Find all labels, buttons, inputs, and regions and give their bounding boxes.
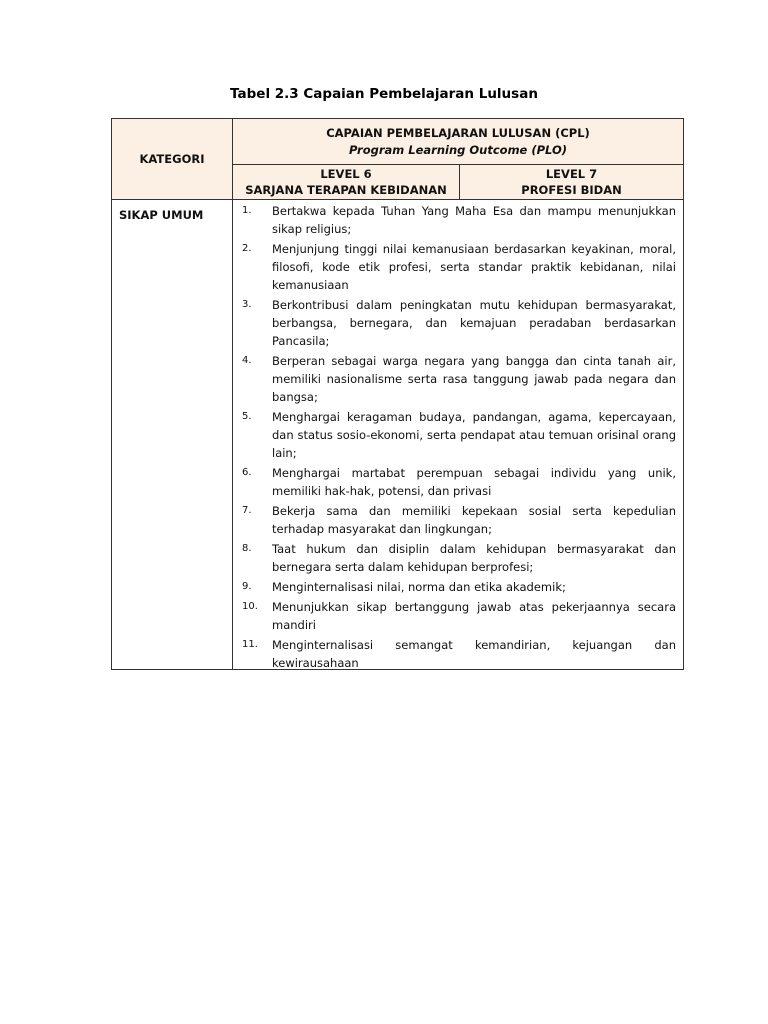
header-kategori: KATEGORI — [112, 119, 233, 200]
level-7-label: LEVEL 7 — [545, 167, 598, 181]
list-item-number: 9. — [242, 581, 252, 592]
level-7-program: PROFESI BIDAN — [521, 182, 622, 197]
level-6-program: SARJANA TERAPAN KEBIDANAN — [245, 182, 447, 197]
list-item-text: Menunjukkan sikap bertanggung jawab atas pekerjaannya secara mandiri — [272, 600, 676, 632]
list-item — [233, 502, 683, 538]
list-item-number: 8. — [242, 543, 252, 554]
list-item — [233, 636, 683, 672]
list-item — [233, 352, 683, 406]
header-plo-subtitle: Program Learning Outcome (PLO) — [348, 143, 567, 157]
list-item — [233, 296, 683, 350]
outcome-list — [233, 200, 683, 674]
level-6-label: LEVEL 6 — [320, 167, 372, 181]
header-cpl — [233, 119, 683, 165]
header-level-7 — [460, 165, 683, 200]
table-caption: Tabel 2.3 Capaian Pembelajaran Lulusan — [230, 86, 538, 102]
list-item — [233, 202, 683, 238]
list-item-number: 1. — [242, 205, 252, 216]
list-item-text: Bertakwa kepada Tuhan Yang Maha Esa dan mampu menunjukkan sikap religius; — [272, 204, 676, 236]
list-item — [233, 464, 683, 500]
list-item-number: 3. — [242, 299, 252, 310]
category-cell: SIKAP UMUM — [112, 200, 233, 669]
list-item-text: Menginternalisasi semangat kemandirian, kejuangan dan kewirausahaan — [272, 638, 676, 670]
list-item-number: 6. — [242, 467, 252, 478]
list-item-text: Berkontribusi dalam peningkatan mutu kehidupan bermasyarakat, berbangsa, bernegara, dan kemajuan peradaban berdasarkan Pancasila; — [272, 298, 676, 348]
list-item-number: 5. — [242, 411, 252, 422]
list-item-number: 2. — [242, 243, 252, 254]
list-item-number: 4. — [242, 355, 252, 366]
list-item-text: Menginternalisasi nilai, norma dan etika akademik; — [272, 580, 566, 594]
list-item — [233, 240, 683, 294]
header-level-6 — [233, 165, 460, 200]
list-item-number: 11. — [242, 639, 258, 650]
header-cpl-title: CAPAIAN PEMBELAJARAN LULUSAN (CPL) — [326, 126, 590, 140]
list-item — [233, 540, 683, 576]
list-item-number: 7. — [242, 505, 252, 516]
list-item — [233, 578, 683, 596]
list-item-text: Menjunjung tinggi nilai kemanusiaan berdasarkan keyakinan, moral, filosofi, kode etik profesi, serta standar praktik kebidanan, nilai kemanusiaan — [272, 242, 676, 292]
list-item-text: Berperan sebagai warga negara yang bangga dan cinta tanah air, memiliki nasionalisme serta rasa tanggung jawab pada negara dan bangsa; — [272, 354, 676, 404]
list-item-number: 10. — [242, 601, 258, 612]
list-item-text: Menghargai martabat perempuan sebagai individu yang unik, memiliki hak-hak, potensi, dan privasi — [272, 466, 676, 498]
list-item-text: Taat hukum dan disiplin dalam kehidupan bermasyarakat dan bernegara serta dalam kehidupan berprofesi; — [272, 542, 676, 574]
list-item-text: Bekerja sama dan memiliki kepekaan sosial serta kepedulian terhadap masyarakat dan lingkungan; — [272, 504, 676, 536]
list-item-text: Menghargai keragaman budaya, pandangan, agama, kepercayaan, dan status sosio-ekonomi, serta pendapat atau temuan orisinal orang lain; — [272, 410, 676, 460]
cpl-table — [111, 118, 684, 670]
list-item — [233, 598, 683, 634]
list-item — [233, 408, 683, 462]
